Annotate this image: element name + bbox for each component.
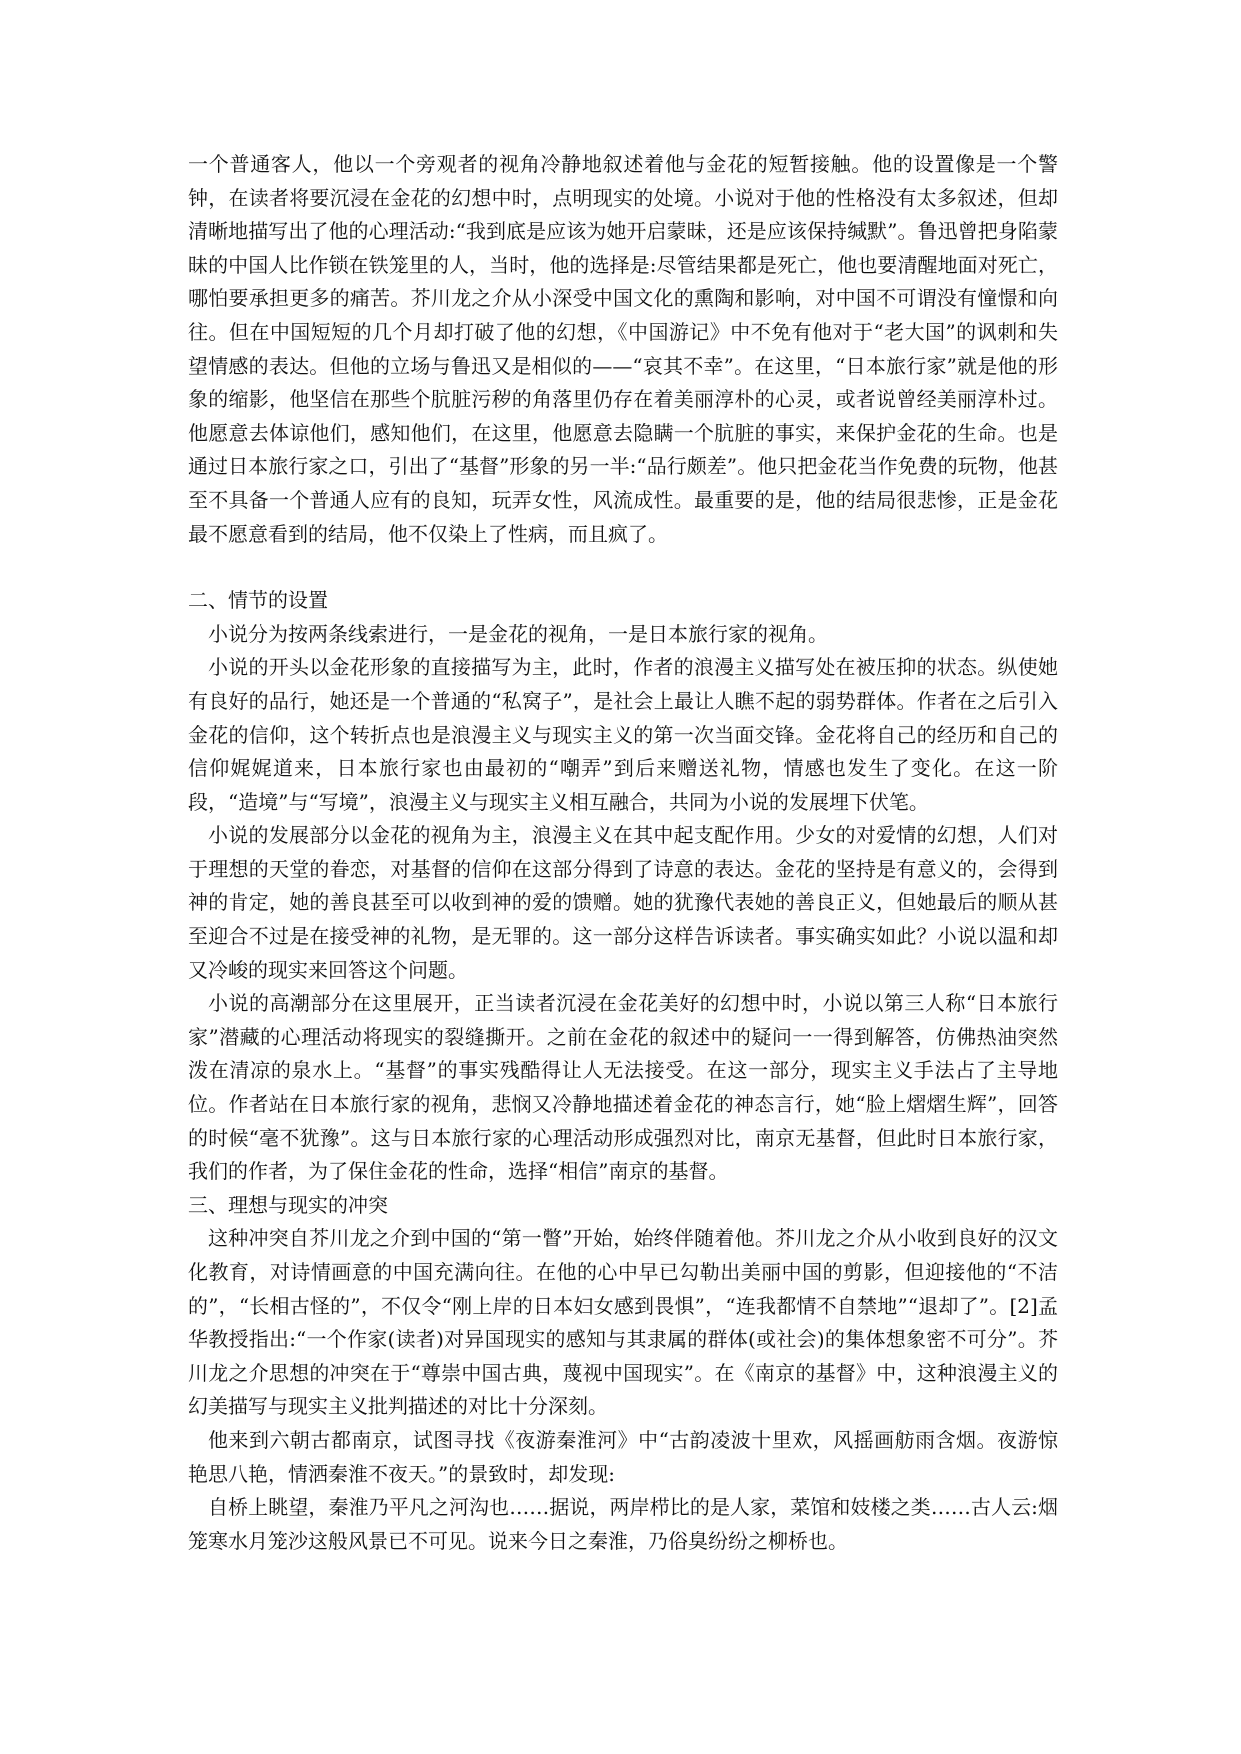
section-heading-conflict: 三、理想与现实的冲突	[188, 1192, 388, 1217]
body-paragraph: 这种冲突自芥川龙之介到中国的“第一瞥”开始，始终伴随着他。芥川龙之介从小收到良好的汉文化教育，对诗情画意的中国充满向往。在他的心中早已勾勒出美丽中国的剪影，但迎接他的“不洁的”，“长相古怪的”，不仅令“刚上岸的日本妇女感到畏惧”，“连我都情不自禁地”“退却了”。[2]孟华教授指出:“一个作家(读者)对异国现实的感知与其隶属的群体(或社会)的集体想象密不可分”。芥川龙之介思想的冲突在于“尊崇中国古典，蔑视中国现实”。在《南京的基督》中，这种浪漫主义的幻美描写与现实主义批判描述的对比十分深刻。	[188, 1226, 1058, 1419]
document-page	[188, 148, 1058, 1558]
body-paragraph: 小说的开头以金花形象的直接描写为主，此时，作者的浪漫主义描写处在被压抑的状态。纵使她有良好的品行，她还是一个普通的“私窝子”，是社会上最让人瞧不起的弱势群体。作者在之后引入金花的信仰，这个转折点也是浪漫主义与现实主义的第一次当面交锋。金花将自己的经历和自己的信仰娓娓道来，日本旅行家也由最初的“嘲弄”到后来赠送礼物，情感也发生了变化。在这一阶段，“造境”与“写境”，浪漫主义与现实主义相互融合，共同为小说的发展埋下伏笔。	[188, 655, 1058, 814]
section-heading-plot: 二、情节的设置	[188, 588, 328, 613]
paragraph-gap	[188, 551, 1058, 584]
body-paragraph: 一个普通客人，他以一个旁观者的视角冷静地叙述着他与金花的短暂接触。他的设置像是一个警钟，在读者将要沉浸在金花的幻想中时，点明现实的处境。小说对于他的性格没有太多叙述，但却清晰地描写出了他的心理活动:“我到底是应该为她开启蒙昧，还是应该保持缄默”。鲁迅曾把身陷蒙昧的中国人比作锁在铁笼里的人，当时，他的选择是:尽管结果都是死亡，他也要清醒地面对死亡，哪怕要承担更多的痛苦。芥川龙之介从小深受中国文化的熏陶和影响，对中国不可谓没有憧憬和向往。但在中国短短的几个月却打破了他的幻想，《中国游记》中不免有他对于“老大国”的讽刺和失望情感的表达。但他的立场与鲁迅又是相似的——“哀其不幸”。在这里，“日本旅行家”就是他的形象的缩影，他坚信在那些个肮脏污秽的角落里仍存在着美丽淳朴的心灵，或者说曾经美丽淳朴过。他愿意去体谅他们，感知他们，在这里，他愿意去隐瞒一个肮脏的事实，来保护金花的生命。也是通过日本旅行家之口，引出了“基督”形象的另一半:“品行颇差”。他只把金花当作免费的玩物，他甚至不具备一个普通人应有的良知，玩弄女性，风流成性。最重要的是，他的结局很悲惨，正是金花最不愿意看到的结局，他不仅染上了性病，而且疯了。	[188, 152, 1058, 546]
quote-paragraph: 自桥上眺望，秦淮乃平凡之河沟也……据说，两岸栉比的是人家，菜馆和妓楼之类……古人云:烟笼寒水月笼沙这般风景已不可见。说来今日之秦淮，乃俗臭纷纷之柳桥也。	[188, 1495, 1058, 1553]
body-paragraph: 他来到六朝古都南京，试图寻找《夜游秦淮河》中“古韵凌波十里欢，风摇画舫雨含烟。夜游惊艳思八艳，情洒秦淮不夜天。”的景致时，却发现:	[188, 1427, 1058, 1486]
body-paragraph: 小说分为按两条线索进行，一是金花的视角，一是日本旅行家的视角。	[208, 621, 828, 646]
body-paragraph: 小说的发展部分以金花的视角为主，浪漫主义在其中起支配作用。少女的对爱情的幻想，人们对于理想的天堂的眷恋，对基督的信仰在这部分得到了诗意的表达。金花的坚持是有意义的，会得到神的肯定，她的善良甚至可以收到神的爱的馈赠。她的犹豫代表她的善良正义，但她最后的顺从甚至迎合不过是在接受神的礼物，是无罪的。这一部分这样告诉读者。事实确实如此？小说以温和却又冷峻的现实来回答这个问题。	[188, 823, 1058, 982]
body-paragraph: 小说的高潮部分在这里展开，正当读者沉浸在金花美好的幻想中时，小说以第三人称“日本旅行家”潜藏的心理活动将现实的裂缝撕开。之前在金花的叙述中的疑问一一得到解答，仿佛热油突然泼在清凉的泉水上。“基督”的事实残酷得让人无法接受。在这一部分，现实主义手法占了主导地位。作者站在日本旅行家的视角，悲悯又冷静地描述着金花的神态言行，她“脸上熠熠生辉”，回答的时候“毫不犹豫”。这与日本旅行家的心理活动形成强烈对比，南京无基督，但此时日本旅行家，我们的作者，为了保住金花的性命，选择“相信”南京的基督。	[188, 991, 1058, 1184]
